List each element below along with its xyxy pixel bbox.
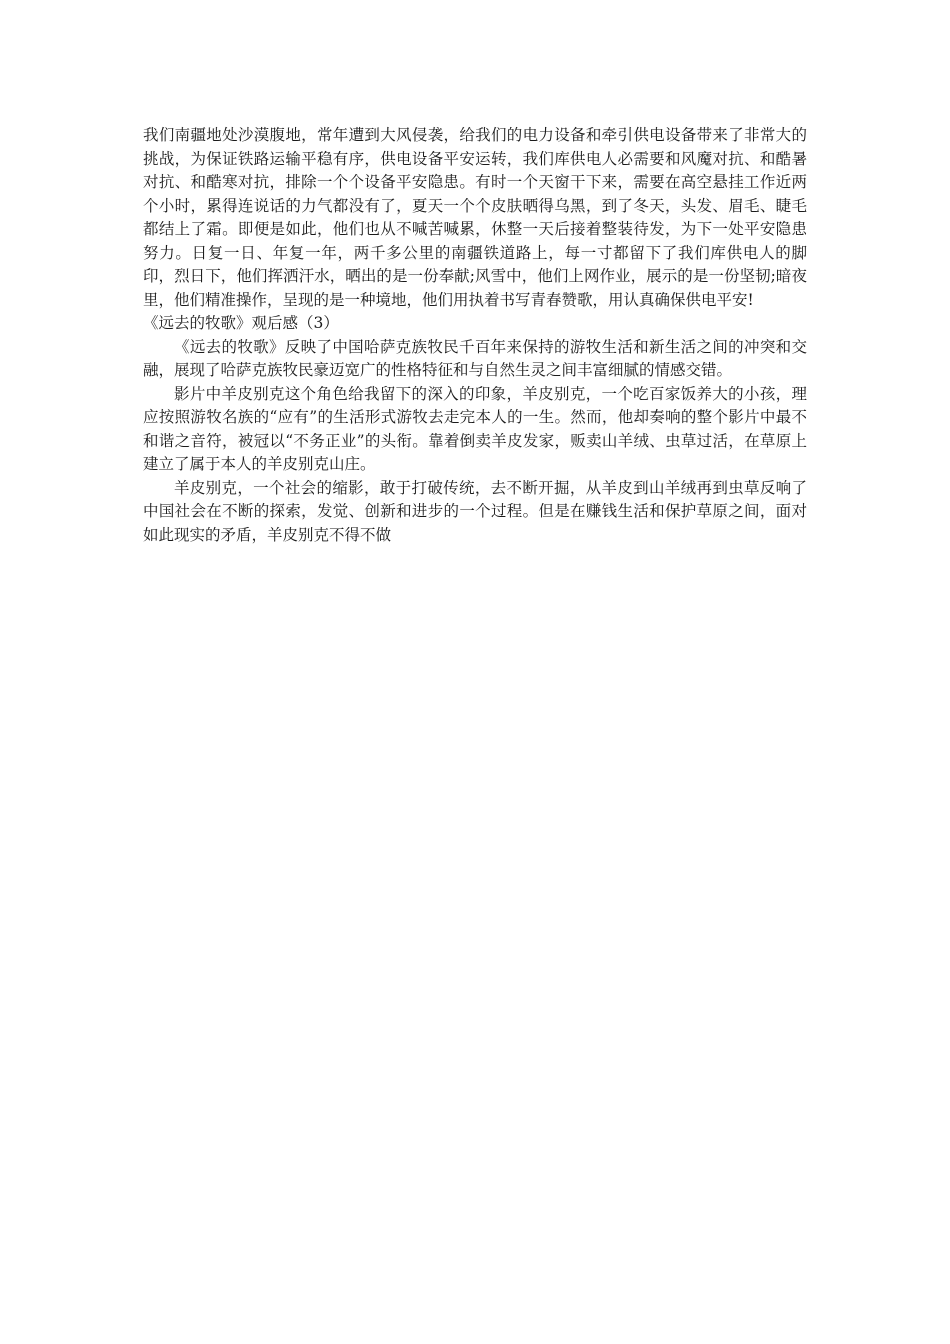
section-heading: 《远去的牧歌》观后感（3）	[143, 314, 339, 332]
paragraph-society: 羊皮别克，一个社会的缩影，敢于打破传统，去不断开掘，从羊皮到山羊绒再到虫草反响了中国社会在不断的探索，发觉、创新和进步的一个过程。但是在赚钱生活和保护草原之间，面对如此现实的矛盾，羊皮别克不得不做	[143, 478, 807, 544]
paragraph-character: 影片中羊皮别克这个角色给我留下的深入的印象，羊皮别克，一个吃百家饭养大的小孩，理应按照游牧名族的“应有”的生活形式游牧去走完本人的一生。然而，他却奏响的整个影片中最不和谐之音符，被冠以“不务正业”的头衔。靠着倒卖羊皮发家，贩卖山羊绒、虫草过活，在草原上建立了属于本人的羊皮别克山庄。	[143, 384, 807, 473]
paragraph-power-workers: 我们南疆地处沙漠腹地，常年遭到大风侵袭，给我们的电力设备和牵引供电设备带来了非常大的挑战，为保证铁路运输平稳有序，供电设备平安运转，我们库供电人必需要和风魔对抗、和酷暑对抗、和酷寒对抗，排除一个个设备平安隐患。有时一个天窗干下来，需要在高空悬挂工作近两个小时，累得连说话的力气都没有了，夏天一个个皮肤晒得乌黑，到了冬天，头发、眉毛、睫毛都结上了霜。即便是如此，他们也从不喊苦喊累，休整一天后接着整装待发，为下一处平安隐患努力。日复一日、年复一年，两千多公里的南疆铁道路上，每一寸都留下了我们库供电人的脚印，烈日下，他们挥洒汗水，晒出的是一份奉献;风雪中，他们上网作业，展示的是一份坚韧;暗夜里，他们精准操作，呈现的是一种境地，他们用执着书写青春赞歌，用认真确保供电平安!	[143, 126, 807, 309]
document-body	[143, 124, 807, 547]
paragraph-film-intro: 《远去的牧歌》反映了中国哈萨克族牧民千百年来保持的游牧生活和新生活之间的冲突和交融，展现了哈萨克族牧民豪迈宽广的性格特征和与自然生灵之间丰富细腻的情感交错。	[143, 337, 807, 379]
